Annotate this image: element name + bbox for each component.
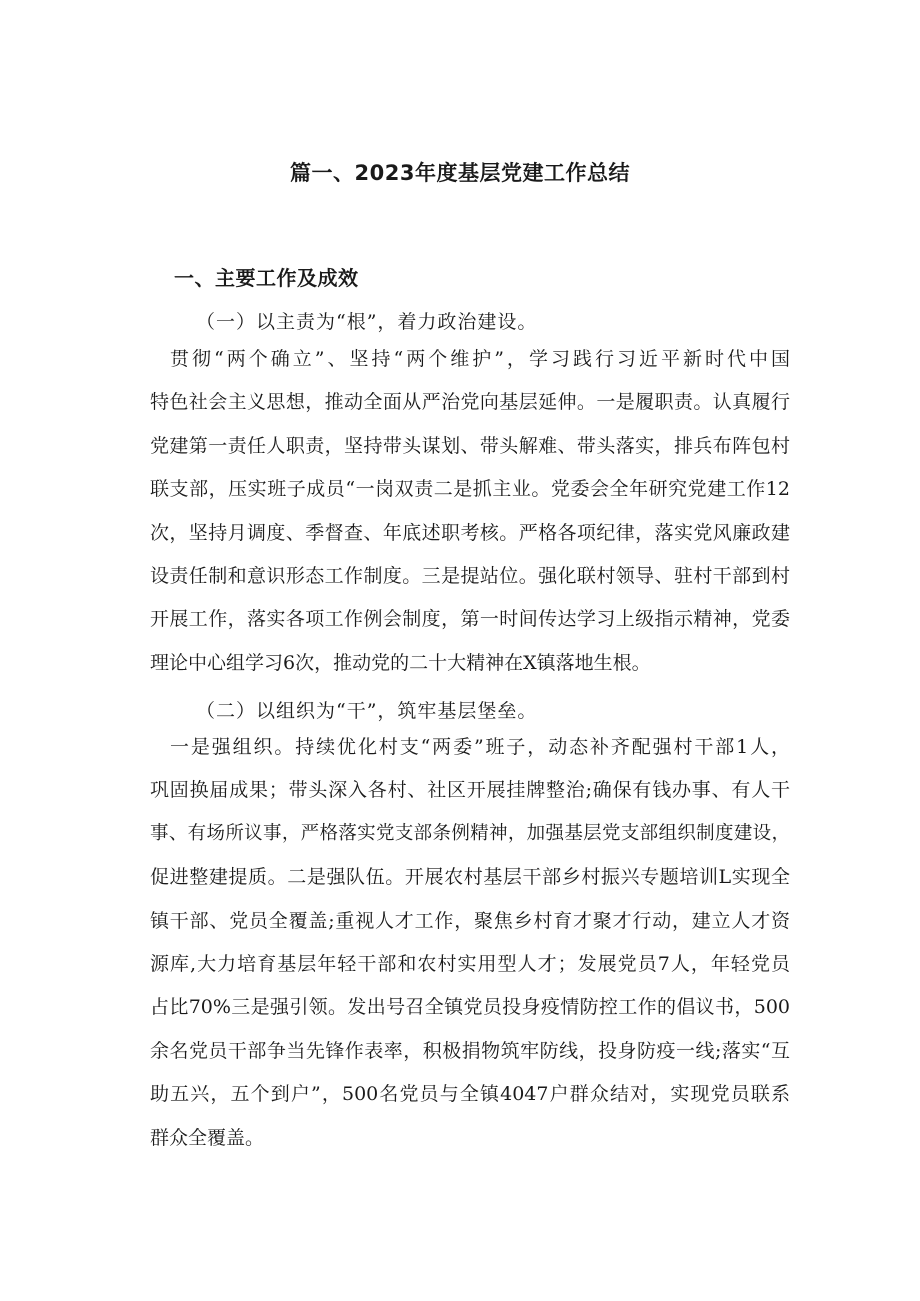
paragraph-line: 促进整建提质。二是强队伍。开展农村基层干部乡村振兴专题培训L实现全 xyxy=(150,866,790,889)
paragraph-line: 占比70%三是强引领。发出号召全镇党员投身疫情防控工作的倡议书，500 xyxy=(150,996,790,1019)
paragraph-line: 党建第一责任人职责，坚持带头谋划、带头解难、带头落实，排兵布阵包村 xyxy=(150,434,790,457)
paragraph-line: 一是强组织。持续优化村支“两委”班子，动态补齐配强村干部1人， xyxy=(170,736,790,758)
section-heading: 一、主要工作及成效 xyxy=(174,266,359,290)
paragraph-line: 源库,大力培育基层年轻干部和农村实用型人才；发展党员7人，年轻党员 xyxy=(150,952,790,975)
sub-heading-1: （一）以主责为“根”，着力政治建设。 xyxy=(196,311,538,333)
paragraph-line: 事、有场所议事，严格落实党支部条例精神，加强基层党支部组织制度建设， xyxy=(150,822,790,844)
paragraph-line: 余名党员干部争当先锋作表率，积极捐物筑牢防线，投身防疫一线;落实“互 xyxy=(150,1039,790,1062)
paragraph-line: 联支部，压实班子成员“一岗双责二是抓主业。党委会全年研究党建工作12 xyxy=(150,478,790,501)
paragraph-line: 次，坚持月调度、季督查、年底述职考核。严格各项纪律，落实党风廉政建 xyxy=(150,521,790,544)
sub-heading-2: （二）以组织为“干”，筑牢基层堡垒。 xyxy=(196,700,538,722)
paragraph-line: 贯彻“两个确立”、坚持“两个维护”，学习践行习近平新时代中国 xyxy=(170,348,790,370)
paragraph-line: 巩固换届成果；带头深入各村、社区开展挂牌整治;确保有钱办事、有人干 xyxy=(150,779,790,802)
paragraph-line: 开展工作，落实各项工作例会制度，第一时间传达学习上级指示精神，党委 xyxy=(150,608,790,631)
paragraph-line: 镇干部、党员全覆盖;重视人才工作，聚焦乡村育才聚才行动，建立人才资 xyxy=(150,909,790,932)
paragraph-line: 理论中心组学习6次，推动党的二十大精神在X镇落地生根。 xyxy=(150,651,651,674)
paragraph-line: 助五兴，五个到户”，500名党员与全镇4047户群众结对，实现党员联系 xyxy=(150,1083,790,1106)
paragraph-line: 特色社会主义思想，推动全面从严治党向基层延伸。一是履职责。认真履行 xyxy=(150,391,790,414)
document-title: 篇一、2023年度基层党建工作总结 xyxy=(290,161,630,185)
paragraph-2 xyxy=(150,732,790,1166)
paragraph-line: 设责任制和意识形态工作制度。三是提站位。强化联村领导、驻村干部到村 xyxy=(150,564,790,587)
paragraph-line: 群众全覆盖。 xyxy=(150,1126,265,1149)
paragraph-1 xyxy=(150,344,790,691)
